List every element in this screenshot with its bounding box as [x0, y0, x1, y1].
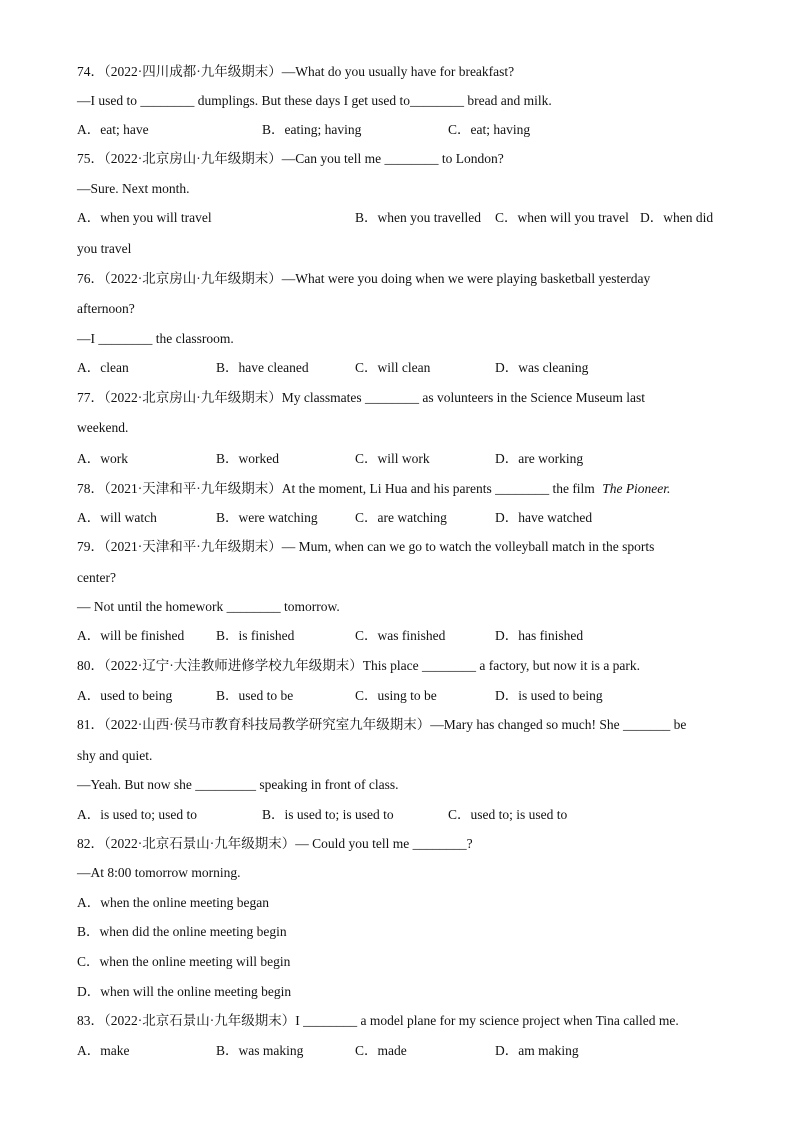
question-81-option-a: A．is used to; used to — [77, 807, 197, 822]
question-80-stem: 80．（2022·辽宁·大洼教师进修学校九年级期末）This place ________ a factory, but now it is a park. — [77, 658, 641, 673]
question-77-option-a: A．work — [77, 451, 128, 466]
question-76-option-d: D．was cleaning — [495, 360, 589, 375]
question-75-option-d-wrap: you travel — [77, 241, 132, 256]
question-83-option-b: B．was making — [216, 1043, 304, 1058]
question-78-stem-text: 78．（2021·天津和平·九年级期末）At the moment, Li Hua and his parents ________ the film — [77, 481, 595, 496]
question-83-option-d: D．am making — [495, 1043, 579, 1058]
question-76-option-a: A．clean — [77, 360, 129, 375]
question-82-stem: 82．（2022·北京石景山·九年级期末）— Could you tell me ________? — [77, 836, 473, 851]
question-77-stem: 77．（2022·北京房山·九年级期末）My classmates ________ as volunteers in the Science Museum last — [77, 390, 646, 405]
question-75-dialogue: —Sure. Next month. — [77, 181, 190, 196]
question-76-stem: 76．（2022·北京房山·九年级期末）—What were you doing when we were playing basketball yesterday — [77, 271, 651, 286]
question-81-option-c: C．used to; is used to — [448, 807, 568, 822]
question-79-stem-cont: center? — [77, 570, 116, 585]
question-74-dialogue: —I used to ________ dumplings. But these days I get used to________ bread and milk. — [77, 93, 552, 108]
question-75-stem: 75．（2022·北京房山·九年级期末）—Can you tell me ________ to London? — [77, 151, 504, 166]
question-75-option-d: D．when did — [640, 210, 714, 225]
question-74-option-a: A．eat; have — [77, 122, 149, 137]
question-78-option-c: C．are watching — [355, 510, 447, 525]
question-78-stem — [77, 480, 670, 498]
question-76-option-c: C．will clean — [355, 360, 431, 375]
question-77-option-b: B．worked — [216, 451, 279, 466]
question-79-option-b: B．is finished — [216, 628, 295, 643]
question-78-film-title: The Pioneer. — [602, 481, 671, 496]
question-81-dialogue: —Yeah. But now she _________ speaking in front of class. — [77, 777, 399, 792]
question-80-option-b: B．used to be — [216, 688, 294, 703]
question-78-option-a: A．will watch — [77, 510, 157, 525]
question-82-option-b: B．when did the online meeting begin — [77, 924, 287, 939]
question-80-option-a: A．used to being — [77, 688, 173, 703]
question-77-option-c: C．will work — [355, 451, 430, 466]
question-80-option-c: C．using to be — [355, 688, 437, 703]
question-79-stem: 79．（2021·天津和平·九年级期末）— Mum, when can we go to watch the volleyball match in the sports — [77, 539, 655, 554]
question-81-stem: 81．（2022·山西·侯马市教育科技局教学研究室九年级期末）—Mary has changed so much! She _______ be — [77, 717, 687, 732]
question-74-option-b: B．eating; having — [262, 122, 362, 137]
question-76-stem-cont: afternoon? — [77, 301, 135, 316]
question-77-stem-cont: weekend. — [77, 420, 129, 435]
question-83-option-a: A．make — [77, 1043, 130, 1058]
question-78-option-d: D．have watched — [495, 510, 593, 525]
question-83-stem: 83．（2022·北京石景山·九年级期末）I ________ a model plane for my science project when Tina called me. — [77, 1013, 679, 1028]
question-76-dialogue: —I ________ the classroom. — [77, 331, 234, 346]
question-77-option-d: D．are working — [495, 451, 584, 466]
question-76-option-b: B．have cleaned — [216, 360, 309, 375]
question-75-option-c: C．when will you travel — [495, 210, 629, 225]
question-75-option-a: A．when you will travel — [77, 210, 212, 225]
question-79-dialogue: — Not until the homework ________ tomorrow. — [77, 599, 340, 614]
question-82-option-a: A．when the online meeting began — [77, 895, 269, 910]
question-74-stem: 74．（2022·四川成都·九年级期末）—What do you usually have for breakfast? — [77, 64, 515, 79]
question-78-option-b: B．were watching — [216, 510, 318, 525]
question-79-option-c: C．was finished — [355, 628, 446, 643]
question-79-option-a: A．will be finished — [77, 628, 185, 643]
question-79-option-d: D．has finished — [495, 628, 584, 643]
question-74-option-c: C．eat; having — [448, 122, 531, 137]
question-83-option-c: C．made — [355, 1043, 407, 1058]
question-75-option-b: B．when you travelled — [355, 210, 481, 225]
question-81-stem-cont: shy and quiet. — [77, 748, 153, 763]
question-82-option-c: C．when the online meeting will begin — [77, 954, 291, 969]
question-82-option-d: D．when will the online meeting begin — [77, 984, 292, 999]
question-80-option-d: D．is used to being — [495, 688, 603, 703]
question-82-dialogue: —At 8:00 tomorrow morning. — [77, 865, 241, 880]
question-81-option-b: B．is used to; is used to — [262, 807, 394, 822]
